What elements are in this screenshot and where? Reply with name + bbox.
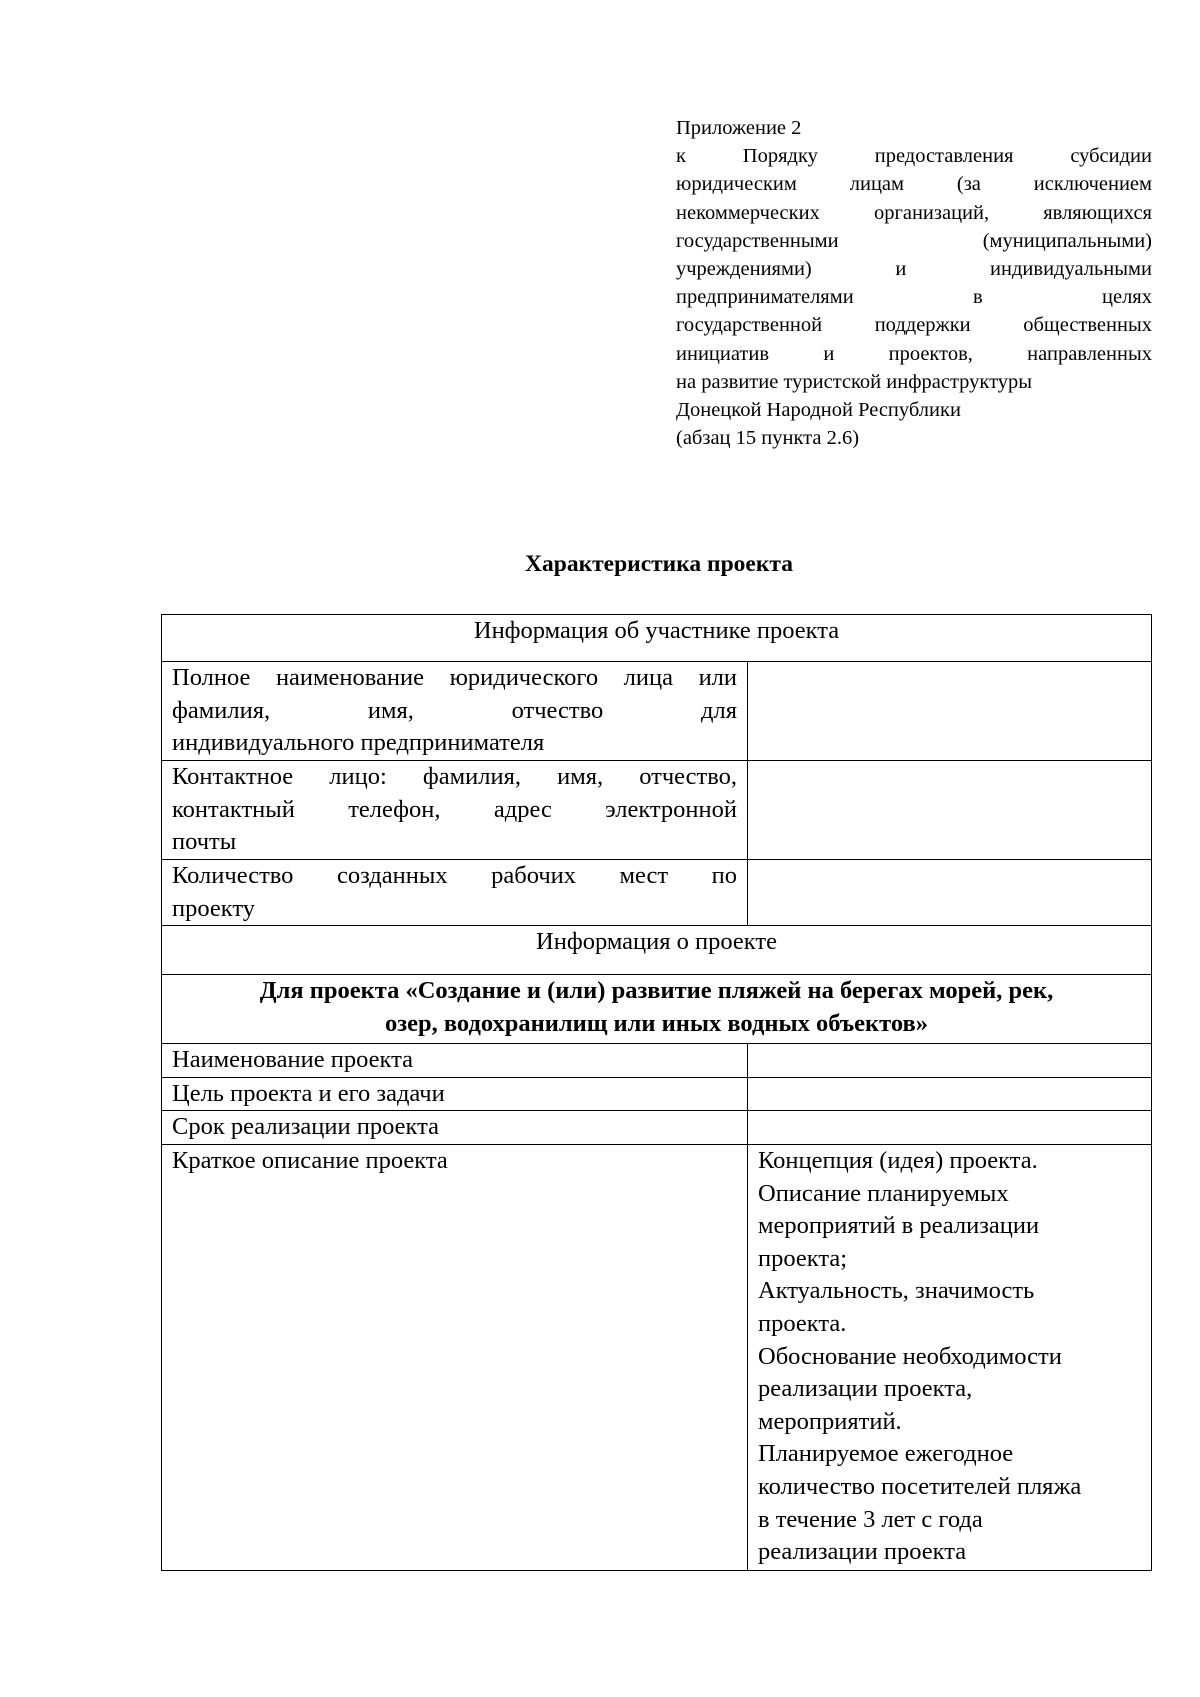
label-project-description: Краткое описание проекта — [162, 1144, 748, 1570]
value-project-goal[interactable] — [748, 1077, 1152, 1111]
appendix-line: некоммерческих организаций, являющихся — [676, 201, 1152, 224]
value-jobs-created[interactable] — [748, 860, 1152, 926]
appendix-line: (абзац 15 пункта 2.6) — [676, 427, 860, 450]
label-jobs-created: Количество созданных рабочих мест по проекту — [162, 860, 748, 926]
value-contact-person[interactable] — [748, 761, 1152, 860]
label-project-term: Срок реализации проекта — [162, 1111, 748, 1145]
section-header-project: Информация о проекте — [162, 926, 1152, 975]
value-full-name[interactable] — [748, 662, 1152, 761]
document-title: Характеристика проекта — [525, 551, 793, 577]
label-full-name: Полное наименование юридического лица или фамилия, имя, отчество для индивидуального предпринимателя — [162, 662, 748, 761]
label-project-name: Наименование проекта — [162, 1044, 748, 1078]
value-project-description: Концепция (идея) проекта. Описание планируемых мероприятий в реализации проекта; Актуальность, значимость проекта. Обоснование необходимости реализации проекта, мероприятий. Планируемое ежегодное количество посетителей пляжа в течение 3 лет с года реализации проекта — [748, 1144, 1152, 1570]
appendix-line: учреждениями) и индивидуальными — [676, 258, 1152, 281]
section-header-participant: Информация об участнике проекта — [162, 615, 1152, 662]
appendix-line: Донецкой Народной Республики — [676, 399, 961, 422]
label-contact-person: Контактное лицо: фамилия, имя, отчество, контактный телефон, адрес электронной почты — [162, 761, 748, 860]
appendix-block — [676, 114, 1152, 452]
appendix-line: юридическим лицам (за исключением — [676, 173, 1152, 196]
project-type-header: Для проекта «Создание и (или) развитие пляжей на берегах морей, рек, озер, водохранилищ или иных водных объектов» — [162, 975, 1152, 1044]
appendix-line: инициатив и проектов, направленных — [676, 342, 1152, 365]
value-project-term[interactable] — [748, 1111, 1152, 1145]
appendix-line: к Порядку предоставления субсидии — [676, 145, 1152, 168]
project-characteristics-table — [161, 614, 1152, 1571]
value-project-name[interactable] — [748, 1044, 1152, 1078]
appendix-line: предпринимателями в целях — [676, 286, 1152, 309]
appendix-line: Приложение 2 — [676, 117, 802, 139]
appendix-line: на развитие туристской инфраструктуры — [676, 370, 1033, 393]
appendix-line: государственными (муниципальными) — [676, 229, 1152, 252]
appendix-line: государственной поддержки общественных — [676, 314, 1152, 337]
label-project-goal: Цель проекта и его задачи — [162, 1077, 748, 1111]
